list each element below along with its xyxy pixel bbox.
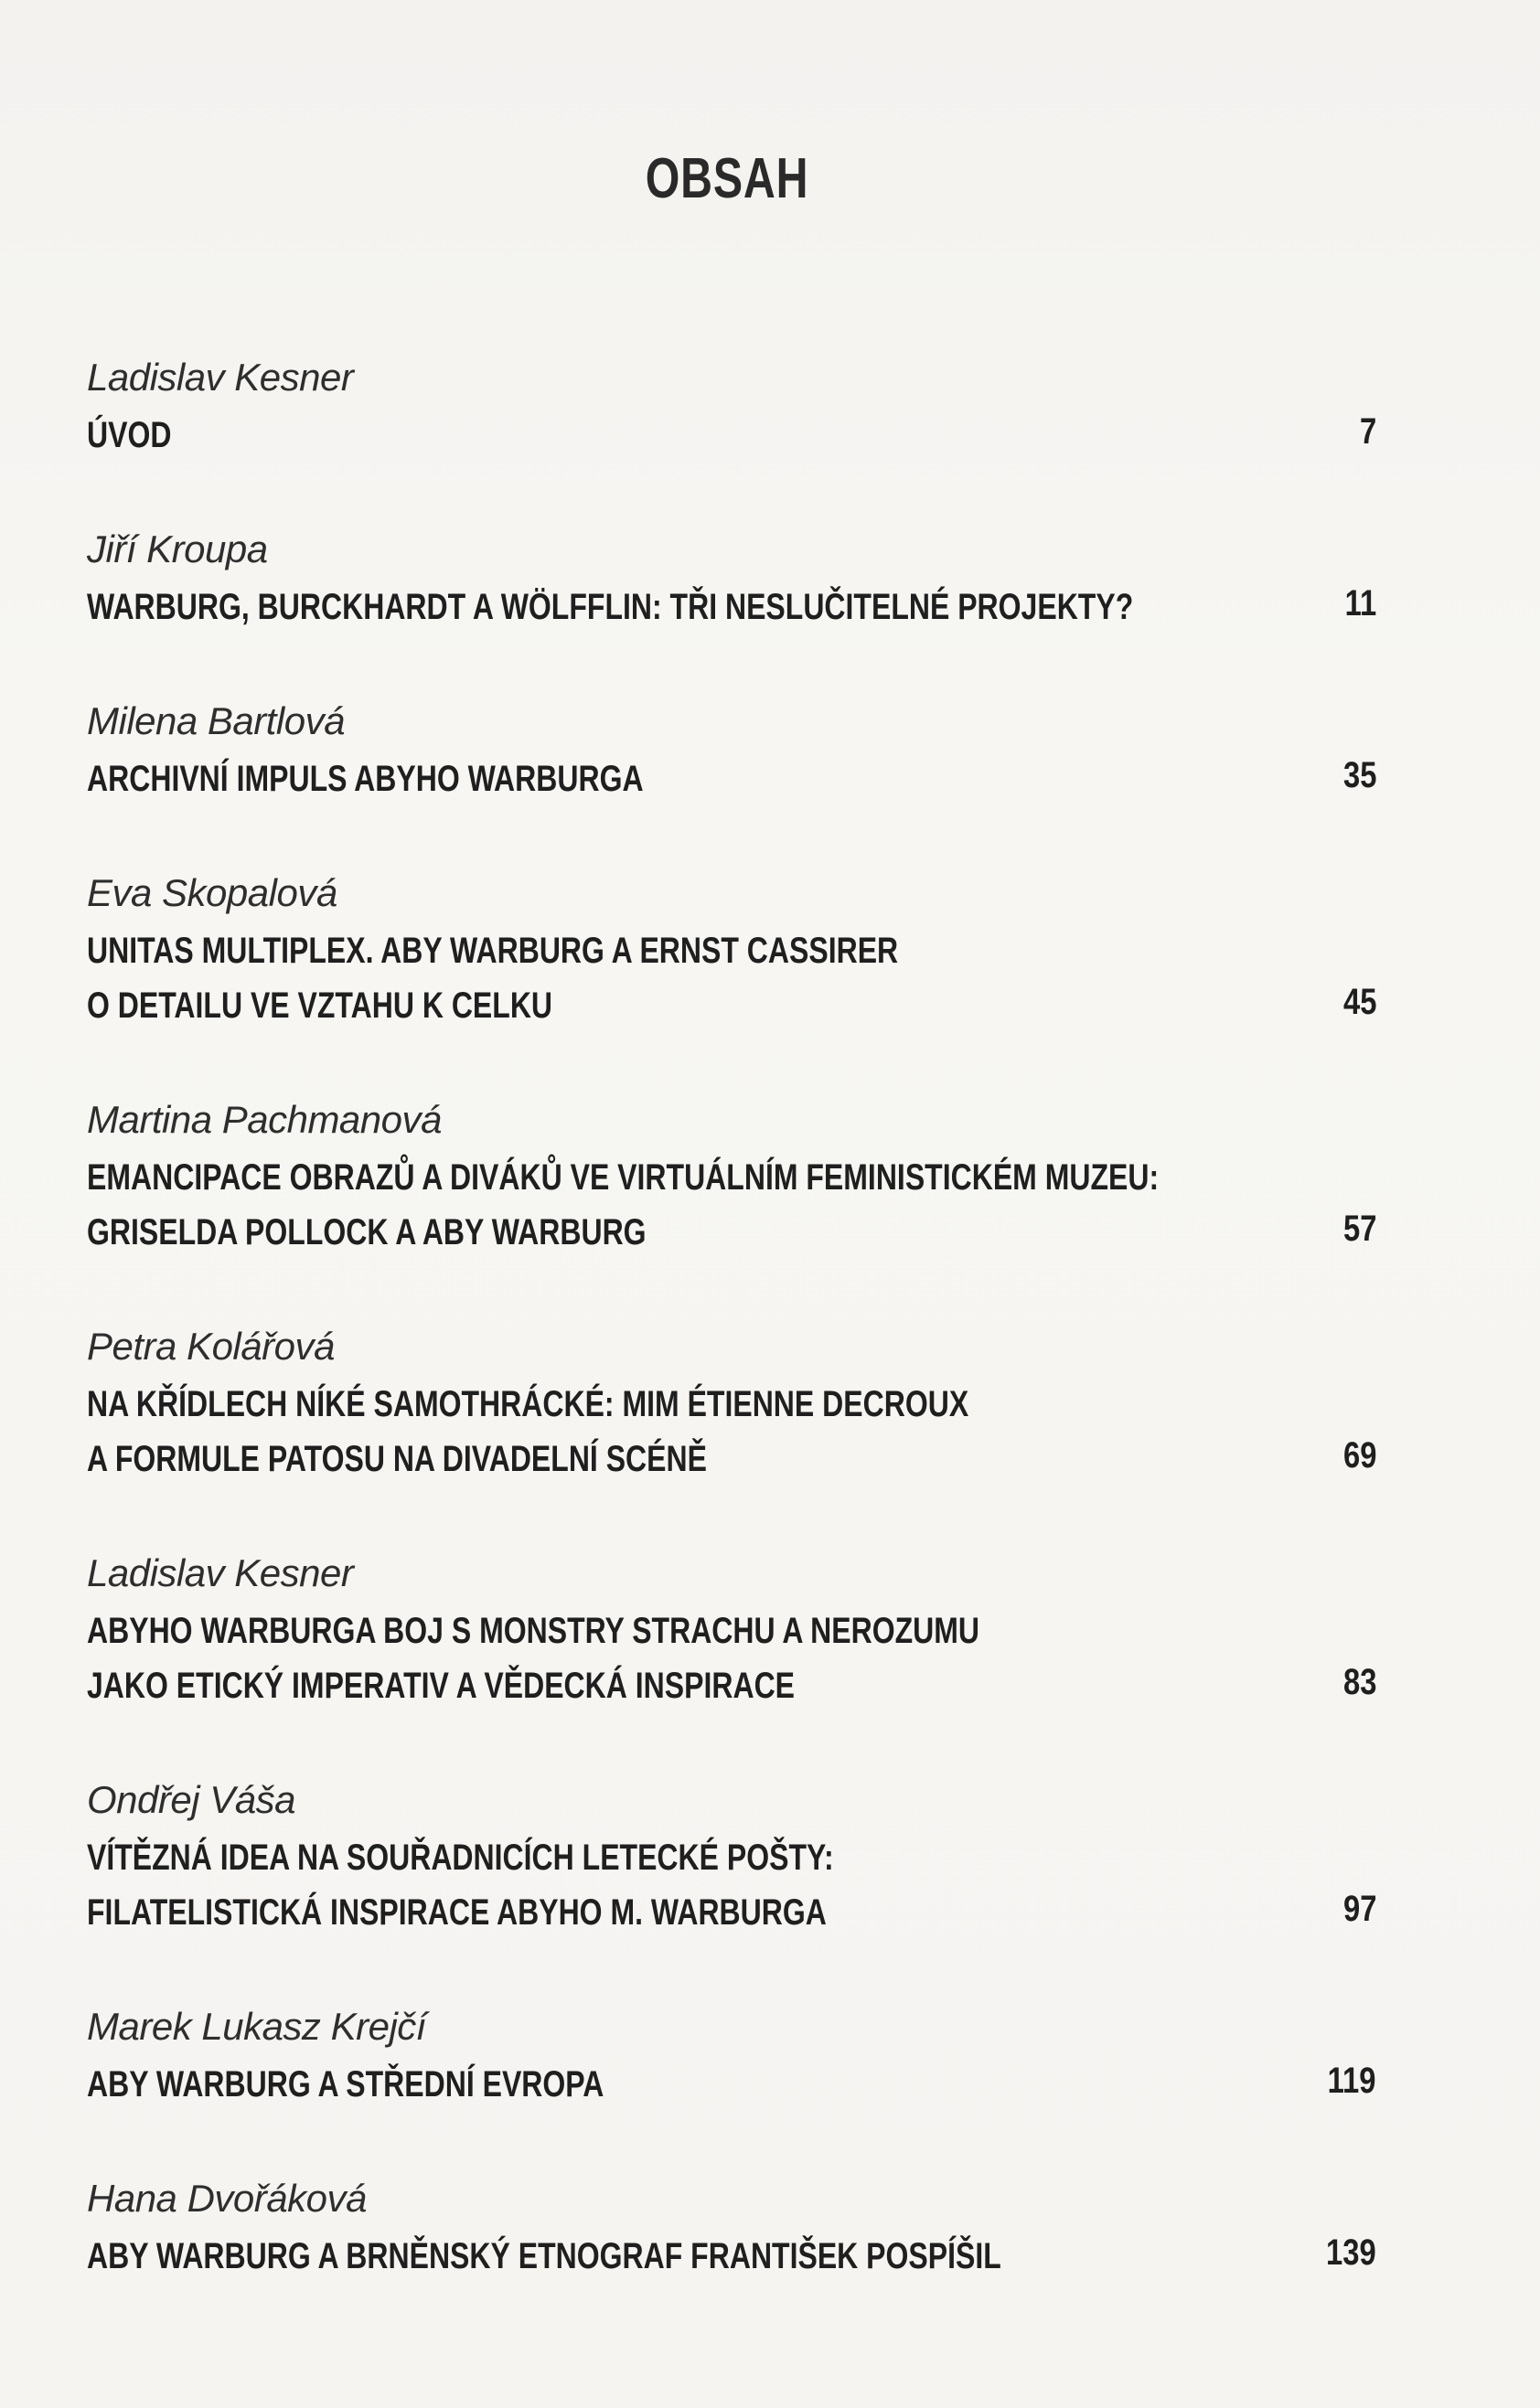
entry-page-number: 57	[1342, 1209, 1376, 1249]
entry-title-line-2: A FORMULE PATOSU NA DIVADELNÍ SCÉNĚ	[87, 1439, 707, 1479]
entry-author: Ladislav Kesner	[87, 1551, 354, 1594]
entry-title: ABY WARBURG A STŘEDNÍ EVROPA	[87, 2064, 604, 2104]
entry-title-block	[87, 1150, 1376, 1260]
entry-title-line-1: VÍTĚZNÁ IDEA NA SOUŘADNICÍCH LETECKÉ POŠTY:	[87, 1838, 834, 1878]
entry-title-block	[87, 923, 1376, 1033]
toc-entry	[87, 863, 1376, 1033]
entry-page-number: 119	[1328, 2061, 1376, 2101]
entry-page-number: 139	[1326, 2232, 1376, 2273]
entry-title-block	[87, 1377, 1376, 1486]
entry-title-line-1: UNITAS MULTIPLEX. ABY WARBURG A ERNST CASSIRER	[87, 931, 899, 971]
entry-page-number: 97	[1342, 1889, 1376, 1929]
toc-entry	[87, 2168, 1376, 2284]
entry-title: ÚVOD	[87, 415, 172, 455]
toc-entry	[87, 691, 1376, 806]
entry-page-number: 35	[1342, 755, 1376, 795]
entry-title-block	[87, 580, 1376, 634]
entry-title: WARBURG, BURCKHARDT A WÖLFFLIN: TŘI NESLUČITELNÉ PROJEKTY?	[87, 587, 1134, 627]
entry-author: Eva Skopalová	[87, 871, 337, 914]
page-title: OBSAH	[645, 147, 809, 210]
entry-title-block	[87, 2229, 1376, 2284]
entry-author: Ondřej Váša	[87, 1778, 295, 1821]
entry-page-number: 69	[1342, 1435, 1376, 1476]
toc-entry	[87, 1770, 1376, 1940]
entry-title-line-2: FILATELISTICKÁ INSPIRACE ABYHO M. WARBURGA	[87, 1892, 827, 1933]
entry-title-line-1: ABYHO WARBURGA BOJ S MONSTRY STRACHU A NEROZUMU	[87, 1611, 980, 1651]
entry-author: Jiří Kroupa	[87, 527, 268, 570]
entry-title-line-1: EMANCIPACE OBRAZŮ A DIVÁKŮ VE VIRTUÁLNÍM FEMINISTICKÉM MUZEU:	[87, 1157, 1160, 1198]
entry-page-number: 83	[1342, 1662, 1376, 1702]
entry-author: Petra Kolářová	[87, 1325, 335, 1368]
entry-title-line-1: NA KŘÍDLECH NÍKÉ SAMOTHRÁCKÉ: MIM ÉTIENNE DECROUX	[87, 1384, 969, 1424]
entry-title-line-2: JAKO ETICKÝ IMPERATIV A VĚDECKÁ INSPIRACE	[87, 1666, 796, 1706]
entry-author: Ladislav Kesner	[87, 356, 354, 399]
toc-entry	[87, 1543, 1376, 1713]
entry-page-number: 11	[1344, 583, 1376, 623]
entry-author: Milena Bartlová	[87, 699, 345, 742]
entry-title: ABY WARBURG A BRNĚNSKÝ ETNOGRAF FRANTIŠEK POSPÍŠIL	[87, 2236, 1001, 2276]
entry-author: Marek Lukasz Krejčí	[87, 2005, 426, 2048]
entry-title-block	[87, 1830, 1376, 1940]
toc-entry	[87, 1997, 1376, 2112]
entry-title-line-2: GRISELDA POLLOCK A ABY WARBURG	[87, 1212, 647, 1252]
table-of-contents	[87, 347, 1376, 2340]
entry-title: ARCHIVNÍ IMPULS ABYHO WARBURGA	[87, 759, 644, 799]
entry-title-block	[87, 751, 1376, 806]
entry-title-line-2: O DETAILU VE VZTAHU K CELKU	[87, 986, 553, 1026]
entry-title-block	[87, 408, 1376, 463]
entry-author: Hana Dvořáková	[87, 2177, 367, 2220]
entry-title-block	[87, 1604, 1376, 1713]
toc-entry	[87, 347, 1376, 463]
toc-entry	[87, 519, 1376, 634]
entry-page-number: 45	[1342, 982, 1376, 1022]
toc-entry	[87, 1316, 1376, 1486]
toc-entry	[87, 1090, 1376, 1260]
entry-author: Martina Pachmanová	[87, 1098, 442, 1141]
entry-page-number: 7	[1359, 411, 1376, 452]
entry-title-block	[87, 2057, 1376, 2112]
